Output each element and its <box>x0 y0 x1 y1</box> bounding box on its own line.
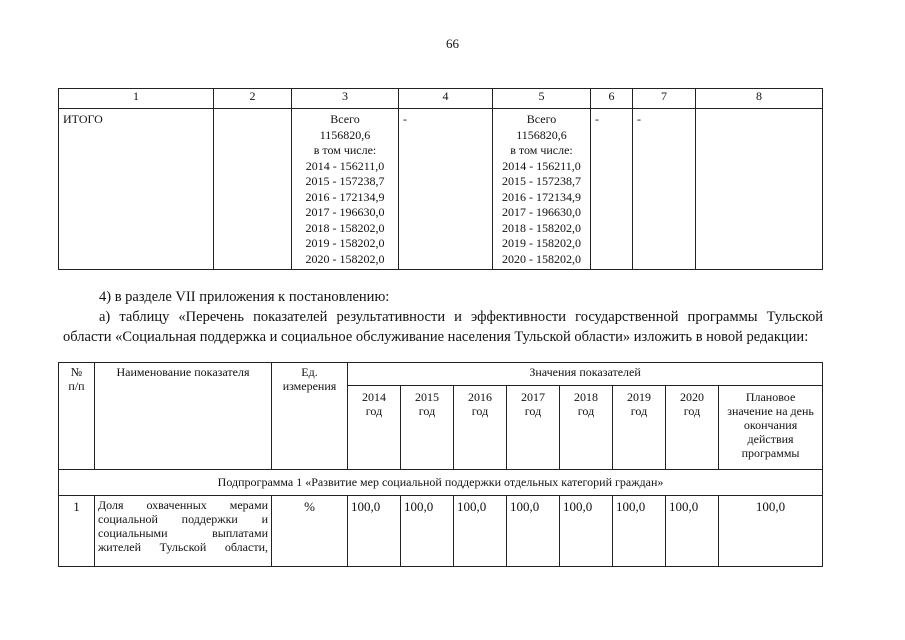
funding-line: 2015 - 157238,7 <box>502 174 581 188</box>
header-year <box>401 386 454 470</box>
year-label: 2014 <box>362 390 386 404</box>
funding-line: 2020 - 158202,0 <box>305 251 385 266</box>
col-header: 5 <box>493 89 591 109</box>
table-cell <box>214 109 292 270</box>
year-suffix: год <box>577 404 595 418</box>
year-label: 2016 <box>468 390 492 404</box>
indicator-value: 100,0 <box>666 496 719 567</box>
indicator-unit: % <box>272 496 348 567</box>
indicator-value: 100,0 <box>454 496 507 567</box>
header-year <box>560 386 613 470</box>
year-label: 2020 <box>680 390 704 404</box>
funding-line: 2015 - 157238,7 <box>305 174 385 188</box>
indicator-value: 100,0 <box>401 496 454 567</box>
indicators-header-row <box>59 363 823 386</box>
table-row <box>59 496 823 567</box>
header-values-title: Значения показателей <box>348 363 823 386</box>
header-indicator-name: Наименование показателя <box>95 363 272 470</box>
year-label: 2019 <box>627 390 651 404</box>
table-cell: - <box>591 109 633 270</box>
funding-line: 2016 - 172134,9 <box>305 189 385 204</box>
col-header: 1 <box>59 89 214 109</box>
subprogram-title: Подпрограмма 1 «Развитие мер социальной поддержки отдельных категорий граждан» <box>59 470 823 496</box>
table-cell: - <box>399 109 493 270</box>
paragraph-section-vii: 4) в разделе VII приложения к постановлению: <box>99 289 390 305</box>
funding-line: 2014 - 156211,0 <box>502 158 581 173</box>
page-number: 66 <box>446 36 459 51</box>
year-suffix: год <box>683 404 701 418</box>
col-header: 7 <box>633 89 696 109</box>
subprogram-row <box>59 470 823 496</box>
funding-line: 2019 - 158202,0 <box>305 236 385 250</box>
col-header: 8 <box>696 89 823 109</box>
indicator-name-line: социальными выплатами <box>98 526 268 540</box>
indicator-name-line: жителей Тульской области, <box>98 540 268 554</box>
header-year <box>507 386 560 470</box>
funding-line: 2017 - 196630,0 <box>305 205 385 219</box>
funding-line: в том числе: <box>313 143 377 157</box>
header-year <box>666 386 719 470</box>
year-suffix: год <box>471 404 489 418</box>
indicator-planned-value: 100,0 <box>719 496 823 567</box>
indicator-value: 100,0 <box>613 496 666 567</box>
funding-line: 2017 - 196630,0 <box>502 205 581 219</box>
header-year <box>348 386 401 470</box>
planned-line: значение на день <box>727 404 814 418</box>
planned-line: действия <box>747 432 794 446</box>
funding-line: 2018 - 158202,0 <box>305 220 385 235</box>
indicator-name-line: Доля охваченных мерами <box>98 498 268 512</box>
year-suffix: год <box>630 404 648 418</box>
indicator-value: 100,0 <box>507 496 560 567</box>
year-label: 2017 <box>521 390 545 404</box>
year-suffix: год <box>365 404 383 418</box>
header-number <box>59 363 95 470</box>
indicator-name-line: социальной поддержки и <box>98 512 268 526</box>
header-unit-line: измерения <box>282 379 337 393</box>
funding-line: 1156820,6 <box>516 127 567 142</box>
header-number-line: п/п <box>68 379 85 393</box>
summary-table <box>58 88 823 270</box>
row-number: 1 <box>59 496 95 567</box>
indicators-table <box>58 362 823 567</box>
col-header: 3 <box>292 89 399 109</box>
col-header: 4 <box>399 89 493 109</box>
header-year <box>613 386 666 470</box>
header-planned-value <box>719 386 823 470</box>
total-row <box>59 109 823 270</box>
header-unit-line: Ед. <box>301 365 318 379</box>
header-unit <box>272 363 348 470</box>
indicator-value: 100,0 <box>560 496 613 567</box>
year-label: 2015 <box>415 390 439 404</box>
col-header: 2 <box>214 89 292 109</box>
year-suffix: год <box>418 404 436 418</box>
planned-line: окончания <box>743 418 798 432</box>
funding-line: 2018 - 158202,0 <box>502 220 581 235</box>
col-header: 6 <box>591 89 633 109</box>
header-number-line: № <box>70 365 83 379</box>
header-year <box>454 386 507 470</box>
funding-line: Всего <box>526 112 557 126</box>
total-funding-col3 <box>292 109 399 270</box>
table-cell <box>696 109 823 270</box>
paragraph-table-intro-continued: области «Социальная поддержка и социальное обслуживание населения Тульской области» изложить в новой редакции: <box>63 329 809 345</box>
table-cell: - <box>633 109 696 270</box>
funding-line: 2014 - 156211,0 <box>305 158 385 173</box>
funding-line: 2016 - 172134,9 <box>502 189 581 204</box>
funding-line: в том числе: <box>510 143 573 157</box>
year-label: 2018 <box>574 390 598 404</box>
funding-line: Всего <box>330 112 360 126</box>
year-suffix: год <box>524 404 542 418</box>
total-label: ИТОГО <box>59 109 214 270</box>
summary-table-header <box>59 89 823 109</box>
indicator-value: 100,0 <box>348 496 401 567</box>
funding-line: 2020 - 158202,0 <box>502 251 581 266</box>
planned-line: Плановое <box>745 390 796 404</box>
indicator-name <box>95 496 272 567</box>
total-funding-col5 <box>493 109 591 270</box>
funding-line: 1156820,6 <box>319 127 371 142</box>
paragraph-table-intro: а) таблицу «Перечень показателей результативности и эффективности государственной программы Тульской <box>99 309 823 325</box>
funding-line: 2019 - 158202,0 <box>502 236 581 250</box>
planned-line: программы <box>741 446 800 460</box>
